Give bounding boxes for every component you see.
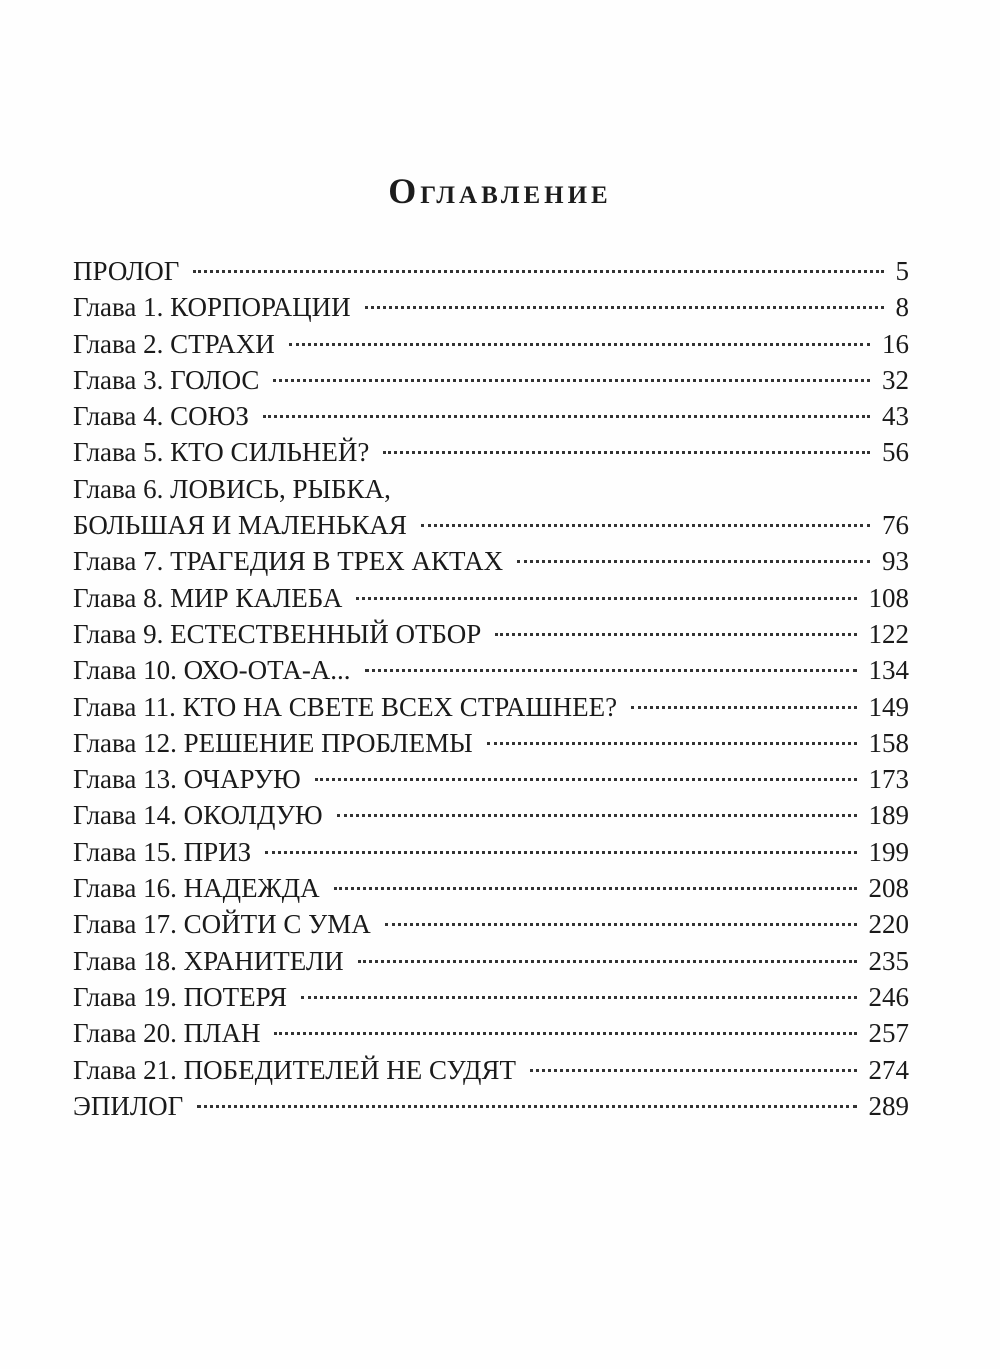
toc-dot-leader [530, 1069, 857, 1072]
toc-entry [73, 652, 909, 688]
toc-entry [73, 434, 909, 470]
page-title: Оглавление [388, 171, 612, 211]
toc-dot-leader [383, 451, 870, 454]
toc-entry-page-number: 158 [868, 727, 909, 758]
toc-dot-leader [193, 270, 883, 273]
toc-entry [73, 1052, 909, 1088]
toc-entry-label: Глава 18. ХРАНИТЕЛИ [73, 945, 344, 976]
toc-entry [73, 362, 909, 398]
toc-entry-label: Глава 9. ЕСТЕСТВЕННЫЙ ОТБОР [73, 618, 482, 649]
toc-entry [73, 1015, 909, 1051]
toc-entry-label: Глава 13. ОЧАРУЮ [73, 764, 301, 795]
toc-dot-leader [487, 742, 857, 745]
toc-entry-page-number: 173 [868, 764, 909, 795]
toc-entry-label: Глава 21. ПОБЕДИТЕЛЕЙ НЕ СУДЯТ [73, 1054, 516, 1085]
toc-entry-page-number: 189 [868, 800, 909, 831]
toc-entry-page-number: 108 [868, 582, 909, 613]
toc-entry [73, 834, 909, 870]
toc-entry [73, 580, 909, 616]
toc-entry-label: Глава 12. РЕШЕНИЕ ПРОБЛЕМЫ [73, 727, 473, 758]
toc-entry-page-number: 32 [882, 364, 909, 395]
toc-entry [73, 253, 909, 289]
toc-dot-leader [517, 560, 870, 563]
toc-entry-label: Глава 6. ЛОВИСЬ, РЫБКА, [73, 473, 391, 504]
toc-entry-page-number: 76 [882, 510, 909, 541]
toc-dot-leader [197, 1105, 856, 1108]
toc-entry-label: Глава 16. НАДЕЖДА [73, 873, 320, 904]
toc-entry-label: Глава 20. ПЛАН [73, 1018, 261, 1049]
toc-entry-page-number: 220 [868, 909, 909, 940]
toc-entry-page-number: 93 [882, 546, 909, 577]
toc-entry [73, 543, 909, 579]
toc-entry [73, 943, 909, 979]
toc-entry-label: Глава 19. ПОТЕРЯ [73, 981, 287, 1012]
toc-dot-leader [263, 415, 870, 418]
toc-dot-leader [289, 343, 870, 346]
toc-entry [73, 906, 909, 942]
toc-dot-leader [337, 814, 857, 817]
toc-entry [73, 507, 909, 543]
toc-entry [73, 326, 909, 362]
toc-entry [73, 616, 909, 652]
toc-entry-label: Глава 11. КТО НА СВЕТЕ ВСЕХ СТРАШНЕЕ? [73, 691, 618, 722]
toc-entry [73, 979, 909, 1015]
toc-entry-page-number: 246 [868, 981, 909, 1012]
toc-entry-page-number: 274 [868, 1054, 909, 1085]
toc-entry [73, 289, 909, 325]
toc-dot-leader [385, 923, 857, 926]
toc-entry-page-number: 5 [895, 256, 909, 286]
toc-entry-label: Глава 5. КТО СИЛЬНЕЙ? [73, 437, 370, 468]
toc-dot-leader [301, 996, 857, 999]
toc-entry [73, 689, 909, 725]
toc-entry-label: Глава 2. СТРАХИ [73, 328, 275, 359]
toc-entry-label: ЭПИЛОГ [73, 1090, 184, 1121]
toc-entry-label: Глава 8. МИР КАЛЕБА [73, 582, 343, 613]
toc-dot-leader [495, 633, 856, 636]
toc-entry-label: Глава 3. ГОЛОС [73, 364, 260, 395]
toc-dot-leader [421, 524, 870, 527]
toc-entry [73, 797, 909, 833]
toc-dot-leader [631, 706, 856, 709]
toc-entry-page-number: 16 [882, 328, 909, 359]
toc-dot-leader [274, 1032, 856, 1035]
toc-entry-page-number: 122 [868, 618, 909, 649]
toc-entry [73, 761, 909, 797]
toc-entry-label: Глава 4. СОЮЗ [73, 401, 249, 432]
toc-dot-leader [356, 597, 856, 600]
toc-entry-label: Глава 10. ОХО-ОТА-А... [73, 655, 351, 686]
toc-entry-label: Глава 17. СОЙТИ С УМА [73, 909, 371, 940]
toc-entry-label: Глава 15. ПРИЗ [73, 836, 252, 867]
toc-entry [73, 471, 909, 507]
toc-entry [73, 870, 909, 906]
toc-entry-page-number: 43 [882, 401, 909, 432]
toc-dot-leader [315, 778, 857, 781]
table-of-contents [73, 253, 909, 1124]
toc-entry-page-number: 235 [868, 945, 909, 976]
toc-entry-page-number: 208 [868, 873, 909, 904]
toc-dot-leader [365, 306, 884, 309]
toc-entry-page-number: 56 [882, 437, 909, 468]
toc-entry [73, 725, 909, 761]
toc-entry [73, 398, 909, 434]
toc-entry-page-number: 199 [868, 836, 909, 867]
toc-entry-page-number: 289 [868, 1090, 909, 1121]
toc-dot-leader [358, 960, 857, 963]
toc-entry-label: Глава 1. КОРПОРАЦИИ [73, 292, 351, 323]
toc-entry-page-number: 8 [895, 292, 909, 323]
toc-entry-page-number: 149 [868, 691, 909, 722]
toc-dot-leader [365, 669, 857, 672]
toc-entry-page-number: 257 [868, 1018, 909, 1049]
toc-dot-leader [273, 379, 870, 382]
toc-entry [73, 1088, 909, 1124]
toc-dot-leader [334, 887, 857, 890]
toc-entry-page-number: 134 [868, 655, 909, 686]
toc-entry-label: БОЛЬШАЯ И МАЛЕНЬКАЯ [73, 510, 407, 541]
toc-entry-label: Глава 7. ТРАГЕДИЯ В ТРЕХ АКТАХ [73, 546, 504, 577]
toc-dot-leader [265, 851, 856, 854]
toc-entry-label: ПРОЛОГ [73, 256, 180, 286]
toc-entry-label: Глава 14. ОКОЛДУЮ [73, 800, 323, 831]
